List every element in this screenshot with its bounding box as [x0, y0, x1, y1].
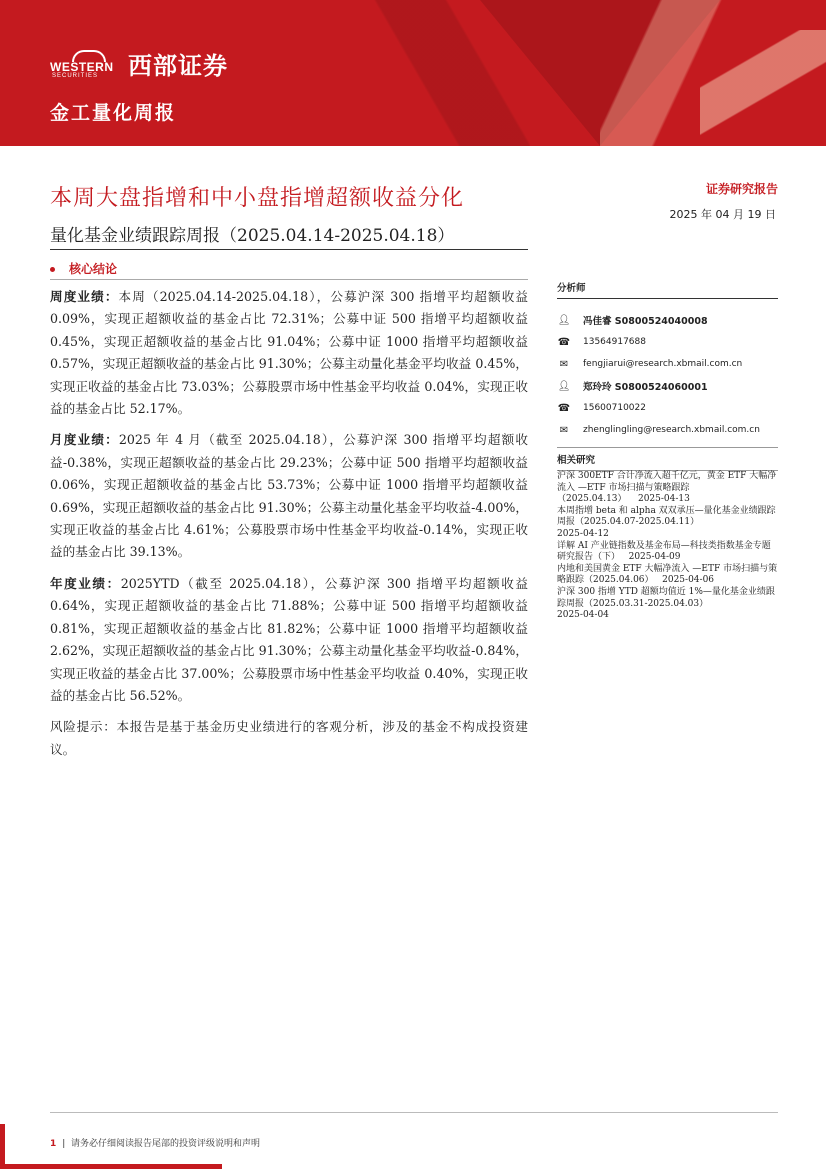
section-heading	[50, 260, 117, 277]
divider	[50, 279, 528, 280]
banner-decoration	[700, 30, 826, 146]
related-item-title: 沪深 300 指增 YTD 超额均值近 1%—量化基金业绩跟踪周报（2025.03.31-2025.04.03）	[557, 586, 775, 609]
paragraph-weekly	[50, 286, 528, 420]
analyst-email-row	[557, 353, 778, 375]
corner-decoration	[0, 1164, 222, 1169]
related-research-list	[557, 471, 778, 622]
related-item-date: 2025-04-04	[557, 610, 609, 621]
related-item[interactable]	[557, 564, 778, 587]
paragraph-text: 本周（2025.04.14-2025.04.18），公募沪深 300 指增平均超额收益 0.09%，实现正超额收益的基金占比 72.31%；公募中证 500 指增平均超额收益 0.45%，实现正超额收益的基金占比 91.04%；公募中证 1000 指增平均超额收益 0.57%，实现正超额收益的基金占比 91.30%；公募主动量化基金平均收益 0.45%，实现正收益的基金占比 73.03%；公募股票市场中性基金平均收益 0.04%，实现正收益的基金占比 52.17%。	[50, 289, 529, 417]
paragraph-lead: 年度业绩：	[50, 575, 121, 591]
sidebar	[557, 280, 778, 622]
analyst-email[interactable]: fengjiarui@research.xbmail.com.cn	[583, 359, 743, 369]
report-series: 金工量化周报	[50, 102, 177, 124]
logo-english-sub: SECURITIES	[52, 72, 99, 79]
paragraph-lead: 周度业绩：	[50, 289, 119, 304]
footer-separator: |	[62, 1139, 66, 1149]
related-item[interactable]	[557, 471, 778, 506]
person-icon: 👤︎	[557, 314, 571, 326]
related-item-title: 内地和美国黄金 ETF 大幅净流入 —ETF 市场扫描与策略跟踪（2025.04.06）	[557, 563, 778, 586]
core-conclusions	[50, 286, 528, 770]
paragraph-lead: 月度业绩：	[50, 432, 119, 448]
related-item-date: 2025-04-09	[628, 552, 681, 563]
divider	[50, 249, 528, 250]
related-item-title: 详解 AI 产业链指数及基金布局—科技类指数基金专题研究报告（下）	[557, 540, 771, 563]
paragraph-text: 2025YTD（截至 2025.04.18），公募沪深 300 指增平均超额收益 0.64%，实现正超额收益的基金占比 71.88%；公募中证 500 指增平均超额收益 0.81%，实现正超额收益的基金占比 81.82%；公募中证 1000 指增平均超额收益 2.62%，实现正超额收益的基金占比 91.30%；公募主动量化基金平均收益-0.84%，实现正收益的基金占比 37.00%；公募股票市场中性基金平均收益 0.40%，实现正收益的基金占比 56.52%。	[50, 575, 528, 703]
paragraph-risk	[50, 716, 528, 761]
footer-notice: 请务必仔细阅读报告尾部的投资评级说明和声明	[71, 1139, 261, 1149]
person-icon: 👤︎	[557, 380, 571, 392]
related-item-date: 2025-04-12	[557, 528, 609, 539]
analyst-name: 冯佳睿 S0800524040008	[583, 316, 708, 327]
related-item-title: 沪深 300ETF 合计净流入超千亿元，黄金 ETF 大幅净流入 —ETF 市场扫描与策略跟踪（2025.04.13）	[557, 471, 777, 505]
bullet-icon	[50, 267, 55, 272]
analyst-name: 郑玲玲 S0800524060001	[583, 382, 708, 393]
page-number: 1	[50, 1139, 57, 1149]
paragraph-text: 风险提示：本报告是基于基金历史业绩进行的客观分析，涉及的基金不构成投资建议。	[50, 719, 528, 757]
corner-decoration	[0, 1124, 5, 1169]
related-item[interactable]	[557, 587, 778, 622]
analyst-phone: 13564917688	[583, 337, 646, 347]
analyst-heading: 分析师	[557, 280, 778, 299]
analyst-name-row	[557, 375, 778, 397]
analyst-phone-row	[557, 331, 778, 353]
logo-chinese: 西部证券	[128, 52, 228, 80]
phone-icon: ☎	[557, 402, 571, 414]
report-date: 2025 年 04 月 19 日	[669, 208, 776, 221]
report-type: 证券研究报告	[705, 182, 778, 196]
analyst-phone-row	[557, 397, 778, 419]
bull-horns-icon	[50, 50, 124, 78]
related-item[interactable]	[557, 506, 778, 541]
logo-english: WESTERN	[50, 59, 114, 74]
company-logo	[50, 46, 228, 81]
related-item-date: 2025-04-06	[662, 575, 715, 586]
header-banner	[0, 0, 826, 146]
mail-icon: ✉	[559, 424, 569, 436]
phone-icon: ☎	[557, 336, 571, 348]
analyst-phone: 15600710022	[583, 403, 646, 413]
report-title: 本周大盘指增和中小盘指增超额收益分化	[50, 186, 465, 211]
paragraph-text: 2025 年 4 月（截至 2025.04.18），公募沪深 300 指增平均超额收益-0.38%，实现正超额收益的基金占比 29.23%；公募中证 500 指增平均超额收益 0.06%，实现正超额收益的基金占比 53.73%；公募中证 1000 指增平均超额收益 0.69%，实现正超额收益的基金占比 91.30%；公募主动量化基金平均收益-4.00%，实现正收益的基金占比 4.61%；公募股票市场中性基金平均收益-0.14%，实现正收益的基金占比 39.13%。	[50, 432, 528, 560]
divider	[50, 1112, 778, 1113]
section-heading-label: 核心结论	[69, 262, 118, 276]
related-item-title: 本周指增 beta 和 alpha 双双承压—量化基金业绩跟踪周报（2025.04.07-2025.04.11）	[557, 505, 776, 528]
analyst-email[interactable]: zhenglingling@research.xbmail.com.cn	[583, 425, 760, 435]
related-research-heading: 相关研究	[557, 448, 778, 471]
mail-icon: ✉	[559, 358, 569, 370]
analyst-email-row	[557, 419, 778, 441]
report-subtitle: 量化基金业绩跟踪周报（2025.04.14-2025.04.18）	[50, 226, 455, 246]
related-item-date: 2025-04-13	[637, 494, 690, 505]
paragraph-ytd	[50, 573, 528, 707]
analyst-name-row	[557, 309, 778, 331]
paragraph-monthly	[50, 429, 528, 563]
related-item[interactable]	[557, 541, 778, 564]
page-footer	[50, 1136, 260, 1149]
